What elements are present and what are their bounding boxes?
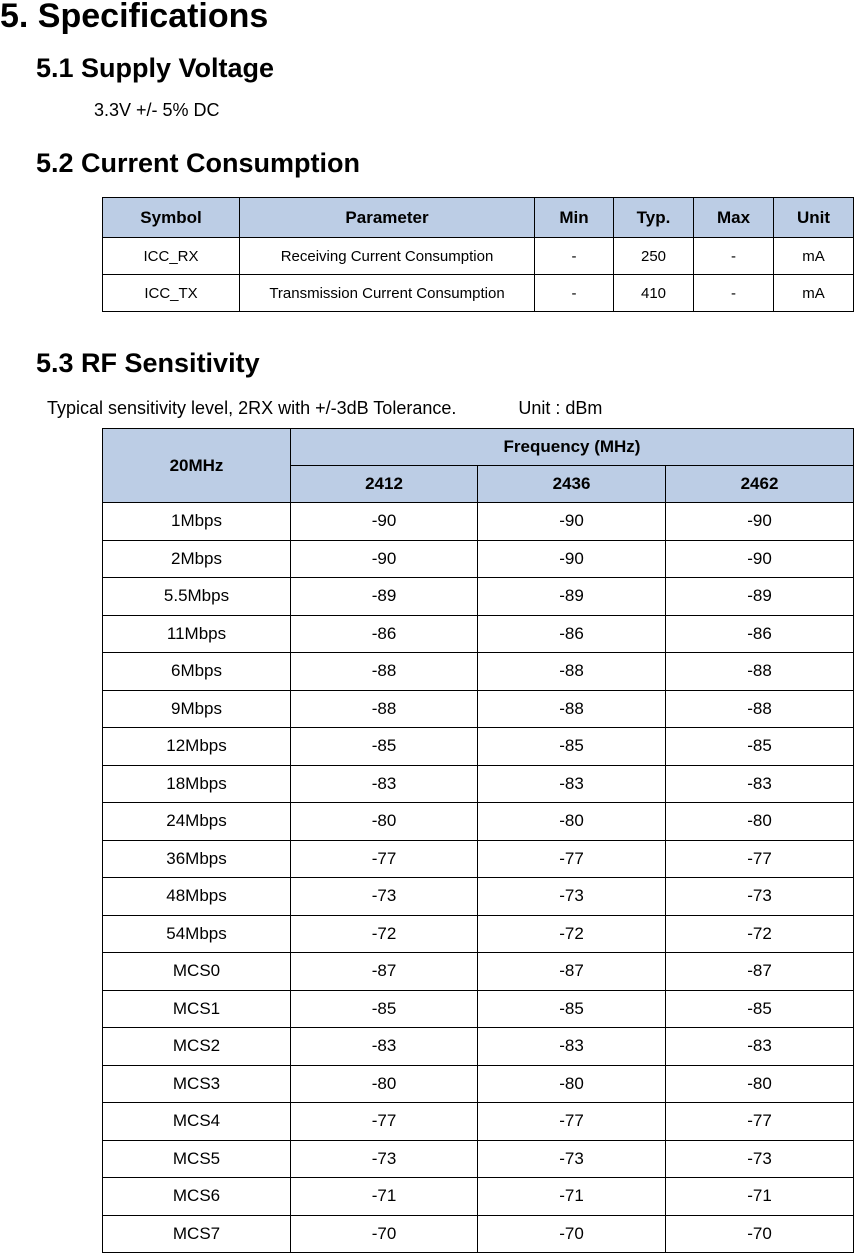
frequency-header: 2462 [666,466,854,503]
sensitivity-cell: -83 [478,1028,666,1066]
sensitivity-cell: -73 [291,878,478,916]
column-header: Unit [774,198,854,238]
table-header-row [103,198,854,238]
sensitivity-cell: -80 [666,1065,854,1103]
sensitivity-cell: -71 [478,1178,666,1216]
sensitivity-cell: -73 [478,878,666,916]
table-cell: Receiving Current Consumption [240,238,535,275]
sensitivity-cell: -87 [478,953,666,991]
table-row [103,878,854,916]
sensitivity-cell: -73 [291,1140,478,1178]
table-row [103,1178,854,1216]
table-cell: mA [774,275,854,312]
table-row [103,765,854,803]
table-row [103,503,854,541]
sensitivity-cell: -77 [291,840,478,878]
rate-cell: 1Mbps [103,503,291,541]
sensitivity-cell: -85 [291,990,478,1028]
sensitivity-cell: -90 [478,540,666,578]
table-cell: - [694,275,774,312]
rate-cell: MCS6 [103,1178,291,1216]
sensitivity-cell: -72 [291,915,478,953]
table-cell: ICC_TX [103,275,240,312]
table-cell: - [535,275,614,312]
frequency-header: 2436 [478,466,666,503]
column-header: Symbol [103,198,240,238]
current-consumption-table [102,197,854,312]
sensitivity-cell: -70 [291,1215,478,1253]
sensitivity-cell: -88 [291,653,478,691]
rate-cell: 18Mbps [103,765,291,803]
table-row [103,1103,854,1141]
sensitivity-cell: -90 [291,540,478,578]
sensitivity-cell: -89 [666,578,854,616]
table-row [103,915,854,953]
sensitivity-cell: -73 [478,1140,666,1178]
sensitivity-cell: -87 [666,953,854,991]
sensitivity-cell: -88 [666,653,854,691]
sensitivity-cell: -73 [666,878,854,916]
sensitivity-cell: -89 [478,578,666,616]
frequency-group-header: Frequency (MHz) [291,429,854,466]
supply-voltage-value: 3.3V +/- 5% DC [94,100,220,120]
rate-cell: 54Mbps [103,915,291,953]
sensitivity-cell: -83 [291,765,478,803]
sensitivity-cell: -77 [666,840,854,878]
sensitivity-cell: -88 [478,690,666,728]
sensitivity-cell: -72 [666,915,854,953]
table-row [103,275,854,312]
sensitivity-cell: -85 [478,728,666,766]
sensitivity-cell: -73 [666,1140,854,1178]
table-row [103,653,854,691]
sensitivity-cell: -83 [666,1028,854,1066]
sensitivity-cell: -86 [478,615,666,653]
rate-cell: 9Mbps [103,690,291,728]
sensitivity-cell: -80 [666,803,854,841]
sensitivity-cell: -83 [666,765,854,803]
frequency-header: 2412 [291,466,478,503]
section-heading-rf-sensitivity: 5.3 RF Sensitivity [36,348,260,378]
table-row [103,953,854,991]
table-row [103,803,854,841]
rate-cell: MCS0 [103,953,291,991]
table-cell: - [694,238,774,275]
sensitivity-cell: -85 [666,728,854,766]
column-header: Max [694,198,774,238]
rate-cell: MCS1 [103,990,291,1028]
table-row [103,615,854,653]
sensitivity-cell: -88 [666,690,854,728]
sensitivity-cell: -71 [291,1178,478,1216]
sensitivity-cell: -85 [478,990,666,1028]
sensitivity-cell: -86 [291,615,478,653]
table-cell: 410 [614,275,694,312]
sensitivity-cell: -71 [666,1178,854,1216]
sensitivity-cell: -90 [666,540,854,578]
sensitivity-cell: -70 [478,1215,666,1253]
sensitivity-cell: -77 [291,1103,478,1141]
sensitivity-cell: -90 [666,503,854,541]
sensitivity-cell: -88 [478,653,666,691]
sensitivity-cell: -77 [478,1103,666,1141]
table-row [103,728,854,766]
sensitivity-cell: -89 [291,578,478,616]
sensitivity-cell: -77 [478,840,666,878]
corner-header: 20MHz [103,429,291,503]
table-row [103,540,854,578]
sensitivity-cell: -88 [291,690,478,728]
sensitivity-cell: -83 [478,765,666,803]
rate-cell: 2Mbps [103,540,291,578]
table-cell: - [535,238,614,275]
sensitivity-cell: -70 [666,1215,854,1253]
column-header: Typ. [614,198,694,238]
table-cell: Transmission Current Consumption [240,275,535,312]
rate-cell: 6Mbps [103,653,291,691]
rate-cell: MCS2 [103,1028,291,1066]
table-row [103,840,854,878]
sensitivity-cell: -72 [478,915,666,953]
rate-cell: MCS3 [103,1065,291,1103]
table-row [103,990,854,1028]
rate-cell: 48Mbps [103,878,291,916]
table-cell: 250 [614,238,694,275]
sensitivity-cell: -85 [666,990,854,1028]
rate-cell: 11Mbps [103,615,291,653]
rate-cell: 36Mbps [103,840,291,878]
sensitivity-cell: -85 [291,728,478,766]
sensitivity-caption [47,397,602,419]
sensitivity-cell: -90 [478,503,666,541]
table-row [103,1065,854,1103]
table-header-row [103,429,854,466]
sensitivity-cell: -77 [666,1103,854,1141]
column-header: Min [535,198,614,238]
sensitivity-caption-text: Typical sensitivity level, 2RX with +/-3dB Tolerance. [47,398,457,418]
sensitivity-cell: -87 [291,953,478,991]
sensitivity-cell: -83 [291,1028,478,1066]
sensitivity-cell: -80 [478,1065,666,1103]
sensitivity-cell: -80 [291,803,478,841]
sensitivity-cell: -80 [291,1065,478,1103]
sensitivity-cell: -90 [291,503,478,541]
page-title: 5. Specifications [0,0,269,35]
rate-cell: MCS5 [103,1140,291,1178]
column-header: Parameter [240,198,535,238]
table-row [103,1028,854,1066]
table-row [103,1140,854,1178]
rf-sensitivity-table [102,428,854,1253]
rate-cell: MCS4 [103,1103,291,1141]
rate-cell: MCS7 [103,1215,291,1253]
table-row [103,1215,854,1253]
table-cell: ICC_RX [103,238,240,275]
sensitivity-cell: -80 [478,803,666,841]
sensitivity-cell: -86 [666,615,854,653]
table-row [103,690,854,728]
table-cell: mA [774,238,854,275]
section-heading-supply-voltage: 5.1 Supply Voltage [36,53,275,83]
section-heading-current-consumption: 5.2 Current Consumption [36,148,361,178]
rate-cell: 5.5Mbps [103,578,291,616]
sensitivity-unit: Unit : dBm [518,398,603,418]
table-row [103,578,854,616]
rate-cell: 24Mbps [103,803,291,841]
sensitivity-table-body [103,503,854,1253]
table-row [103,238,854,275]
rate-cell: 12Mbps [103,728,291,766]
